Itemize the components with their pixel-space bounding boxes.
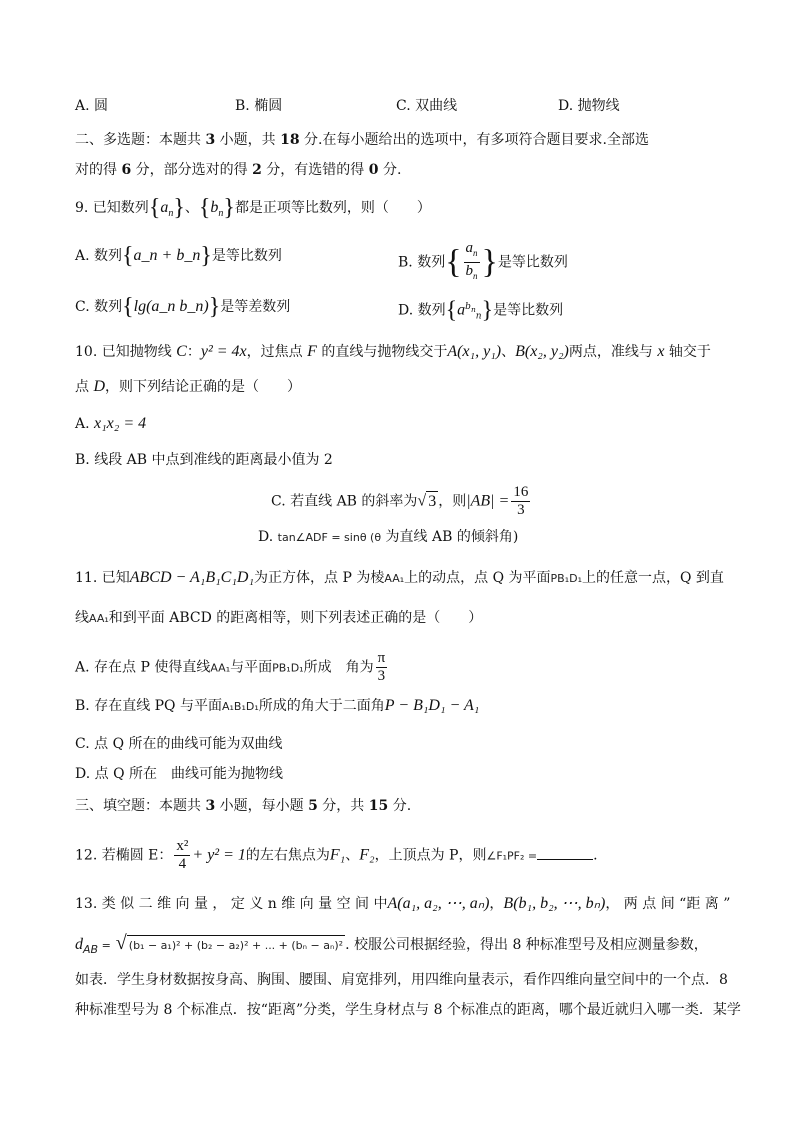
q13-line4: 种标准型号为 8 个标准点．按“距离”分类，学生身材点与 8 个标准点的距离，哪个最近就归入哪一类．某学 bbox=[75, 1002, 741, 1018]
q11-line1: 11. 已知ABCD − A₁B₁C₁D₁为正方体，点 P 为棱AA₁上的动点，点 Q 为平面PB₁D₁上的任意一点，Q 到直 bbox=[75, 569, 724, 586]
q10-option-a: A. x₁x₂ = 4 bbox=[75, 415, 147, 432]
q8-option-d: D. 抛物线 bbox=[558, 98, 620, 114]
section2-line2: 对的得 6 分，部分选对的得 2 分，有选错的得 0 分. bbox=[75, 162, 402, 178]
q11-line2: 线AA₁和到平面 ABCD 的距离相等，则下列表述正确的是（ ） bbox=[75, 610, 483, 626]
q13-line3: 如表．学生身材数据按身高、胸围、腰围、肩宽排列，用四维向量表示，看作四维向量空间中的一个点．8 bbox=[75, 972, 728, 988]
q13-line1: 13. 类 似 二 维 向 量 ， 定 义 n 维 向 量 空 间 中A(a₁, a₂, ⋯, aₙ)，B(b₁, b₂, ⋯, bₙ)， 两 点 间 “距 离 ” bbox=[75, 895, 731, 912]
q8-option-c: C. 双曲线 bbox=[396, 98, 458, 114]
q11-option-d: D. 点 Q 所在 曲线可能为抛物线 bbox=[75, 766, 284, 782]
q8-option-b: B. 椭圆 bbox=[235, 98, 283, 114]
q11-option-a: A. 存在点 P 使得直线AA₁与平面PB₁D₁所成 角为 $\frac{\pi}{3}$ bbox=[75, 650, 386, 684]
q10-option-d: D. tan∠ADF = sinθ (θ 为直线 AB 的倾斜角) bbox=[258, 529, 519, 545]
q10-option-b: B. 线段 AB 中点到准线的距离最小值为 2 bbox=[75, 452, 333, 468]
q10-line1: 10. 已知抛物线 C：y² = 4x，过焦点 F 的直线与抛物线交于A(x₁, y₁)、B(x₂, y₂)两点，准线与 x 轴交于 bbox=[75, 343, 711, 360]
section2-line1: 二、多选题：本题共 3 小题，共 18 分.在每小题给出的选项中，有多项符合题目要求.全部选 bbox=[75, 132, 649, 148]
q9-option-c: C. 数列{lg(a_n b_n)}是等差数列 bbox=[75, 294, 291, 320]
section3-header: 三、填空题：本题共 3 小题，每小题 5 分，共 15 分. bbox=[75, 798, 412, 814]
q9-option-b: B. 数列{ $\frac{a_n}{b_n}$ }是等比数列 bbox=[398, 240, 568, 281]
q13-line2: $d_{AB}$ = √ (b₁ − a₁)² + (b₂ − a₂)² + ... + (bₙ − aₙ)² . 校服公司根据经验，得出 8 种标准型号及相应测量参数， bbox=[75, 932, 708, 956]
q8-option-a: A. 圆 bbox=[75, 98, 109, 114]
q9-option-a: A. 数列{a_n + b_n}是等比数列 bbox=[75, 243, 282, 269]
q12-answer-blank bbox=[537, 845, 593, 860]
q12: 12. 若椭圆 E： $\frac{\text{x²}}{4}$ + y² = 1的左右焦点为F₁、F₂，上顶点为 P，则∠F₁PF₂ = . bbox=[75, 838, 598, 872]
q11-option-b: B. 存在直线 PQ 与平面A₁B₁D₁所成的角大于二面角P − B₁D₁ − A₁ bbox=[75, 697, 480, 714]
q10-line2: 点 D，则下列结论正确的是（ ） bbox=[75, 378, 302, 395]
q11-option-c: C. 点 Q 所在的曲线可能为双曲线 bbox=[75, 736, 283, 752]
q10-option-c: C. 若直线 AB 的斜率为√ 3 ，则|AB| = $\frac{16}{3}$ bbox=[271, 484, 529, 518]
q9-option-d: D. 数列$\{a^{b_n}_n\}$是等比数列 bbox=[398, 297, 564, 324]
q9-stem: 9. 已知数列$\{a_n\}$、$\{b_n\}$都是正项等比数列，则（ ） bbox=[75, 195, 431, 221]
